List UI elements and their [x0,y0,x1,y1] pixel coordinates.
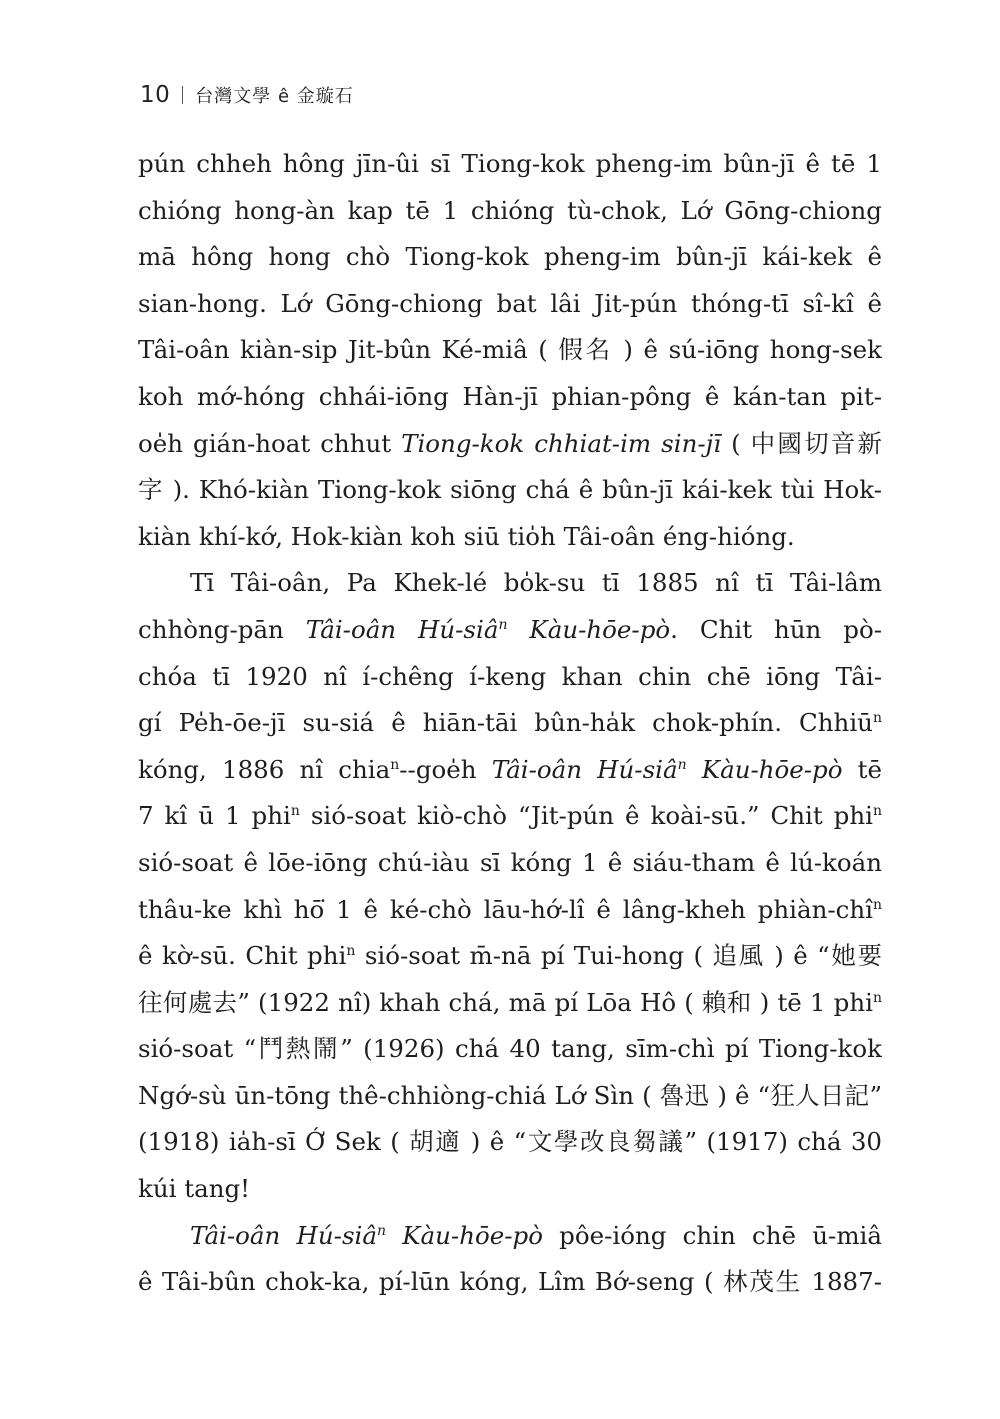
text-run: ê Tâi-bûn chok-ka, pí-lūn kóng, Lîm Bớ-seng ( 林茂生 1887- [138,1267,882,1297]
page-number: 10 [140,82,171,108]
text-line [138,467,882,514]
text-run: ê kờ-sū. Chit phi [138,941,347,971]
text-run: kiàn khí-kớ, Hok-kiàn koh siū tio̍h Tâi-oân éng-hióng. [138,521,795,551]
text-run: kóng, 1886 nî chia [138,754,391,784]
text-run: Tī Tâi-oân, Pa Khek-lé bo̍k-su tī 1885 nî tī Tâi-lâm [190,568,882,598]
text-line [138,1073,882,1120]
text-run: mā hông hong chò Tiong-kok pheng-im bûn-jī kái-kek ê [138,242,882,272]
text-line [138,793,882,840]
text-line [138,887,882,934]
text-line [138,933,882,980]
text-run: koh mớ-hóng chhái-iōng Hàn-jī phian-pông ê kán-tan pit- [138,381,882,411]
text-line [138,1213,882,1260]
text-line [138,980,882,1027]
text-line [138,327,882,374]
text-run: sian-hong. Lớ Gōng-chiong bat lâi Jit-pún thóng-tī sî-kî ê [138,288,882,318]
text-line [138,141,882,188]
text-run: gí Pe̍h-ōe-jī su-siá ê hiān-tāi bûn-ha̍k chok-phín. Chhiū [138,708,873,738]
text-run: 字 ). Khó-kiàn Tiong-kok siōng chá ê bûn-jī kái-kek tùi Hok- [138,475,882,505]
text-line [138,654,882,701]
superscript-n: n [346,943,356,960]
text-line [138,607,882,654]
text-run: 7 kî ū 1 phi [138,801,291,831]
text-line [138,234,882,281]
italic-title: Kàu-hōe-pò [386,1220,543,1250]
page-header [140,80,354,110]
text-run: chóa tī 1920 nî í-chêng í-keng khan chin chē iōng Tâi- [138,661,882,691]
italic-title: Kàu-hōe-pò [507,614,671,644]
text-run: . Chit hūn pò- [670,614,882,644]
superscript-n: n [677,756,687,773]
superscript-n: n [498,616,508,633]
text-line [138,840,882,887]
italic-title: Tiong-kok chhiat-im sin-jī [401,428,722,458]
text-line [138,1026,882,1073]
italic-title: Kàu-hōe-pò [686,754,843,784]
text-run: chióng hong-àn kap tē 1 chióng tù-chok, Lớ Gōng-chiong [138,195,882,225]
text-line [138,700,882,747]
text-run: oe̍h gián-hoat chhut [138,428,402,458]
text-run: tē [842,754,882,784]
text-run: Tâi-oân kiàn-sip Jit-bûn Ké-miâ ( 假名 ) ê sú-iōng hong-sek [138,335,882,365]
italic-title: Tâi-oân Hú-siâ [305,614,499,644]
text-line [138,1119,882,1166]
text-run: thâu-ke khì hō͘ 1 ê ké-chò lāu-hớ-lî ê lâng-kheh phiàn-chî [138,894,873,924]
text-run: chhòng-pān [138,614,306,644]
text-run: (1918) ia̍h-sī Ớ Sek ( 胡適 ) ê “文學改良芻議” (1917) chá 30 [138,1127,882,1157]
text-run: Ngớ-sù ūn-tōng thê-chhiòng-chiá Lớ Sìn ( 魯迅 ) ê “狂人日記” [138,1080,882,1110]
text-run: sió-soat kiò-chò “Jit-pún ê koài-sū.” Chit phi [299,801,873,831]
italic-title: Tâi-oân Hú-siâ [491,754,678,784]
superscript-n: n [872,803,882,820]
italic-title: Tâi-oân Hú-siâ [190,1220,377,1250]
text-run: --goe̍h [399,754,492,784]
body-text [138,141,882,1306]
superscript-n: n [390,756,400,773]
text-run: 往何處去” (1922 nî) khah chá, mā pí Lōa Hô ( 賴和 ) tē 1 phi [138,987,873,1017]
text-run: sió-soat ê lōe-iōng chú-iàu sī kóng 1 ê siáu-tham ê lú-koán [138,847,882,877]
text-line [138,374,882,421]
text-run: ( 中國切音新 [721,428,882,458]
text-run: pôe-ióng chin chē ū-miâ [542,1220,882,1250]
text-run: kúi tang! [138,1174,251,1204]
superscript-n: n [872,989,882,1006]
header-divider [182,86,183,104]
text-run: sió-soat m̄-nā pí Tui-hong ( 追風 ) ê “她要 [355,941,882,971]
text-line [138,188,882,235]
text-line [138,281,882,328]
text-run: pún chheh hông jīn-ûi sī Tiong-kok pheng-im bûn-jī ê tē 1 [138,149,882,178]
text-line [138,1259,882,1306]
superscript-n: n [872,896,882,913]
text-line [138,560,882,607]
superscript-n: n [376,1222,386,1239]
superscript-n: n [290,803,300,820]
text-line [138,747,882,794]
text-line [138,514,882,561]
text-line [138,1166,882,1213]
text-line [138,421,882,468]
superscript-n: n [872,710,882,727]
text-run: sió-soat “鬥熱鬧” (1926) chá 40 tang, sīm-chì pí Tiong-kok [138,1034,882,1064]
running-title: 台灣文學 ê 金璇石 [195,86,354,107]
